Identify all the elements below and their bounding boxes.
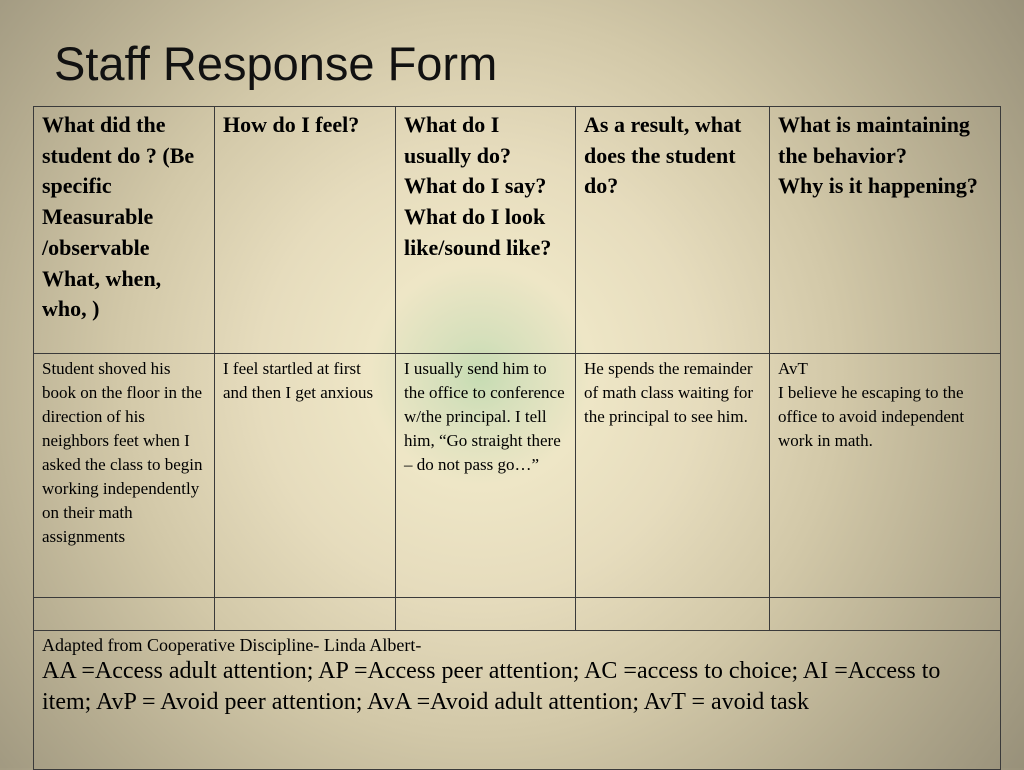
header-staff-action [396, 107, 576, 354]
slide-title: Staff Response Form [54, 37, 498, 90]
footer-source: Adapted from Cooperative Discipline- Linda Albert- [42, 635, 422, 655]
staff-response-table [33, 106, 1001, 770]
header-behavior-function [770, 107, 1001, 354]
cell-student-result [576, 354, 770, 598]
header-line: What did the student do ? (Be specific Measurable /observable What, when, who, ) [42, 112, 195, 322]
header-line: What do I look like/sound like? [404, 204, 552, 260]
cell-text: I usually send him to the office to conference w/the principal. I tell him, “Go straight there – do not pass go…” [404, 359, 565, 474]
header-student-behavior [34, 107, 215, 354]
cell-text: Student shoved his book on the floor in the direction of his neighbors feet when I asked the class to begin working independently on their math assignments [42, 359, 203, 546]
cell-student-behavior [34, 354, 215, 598]
header-line: How do I feel? [223, 112, 360, 137]
empty-row [34, 598, 1001, 631]
footer-legend: AA =Access adult attention; AP =Access peer attention; AC =access to choice; AI =Access to item; AvP = Avoid peer attention; AvA =Avoid adult attention; AvT = avoid task [42, 658, 941, 715]
header-line: Why is it happening? [778, 173, 978, 199]
cell-staff-feeling [215, 354, 396, 598]
cell-text: I believe he escaping to the office to avoid independent work in math. [778, 383, 965, 450]
header-line: What is maintaining the behavior? [778, 112, 970, 168]
empty-cell [215, 598, 396, 631]
header-student-result [576, 107, 770, 354]
header-staff-feeling [215, 107, 396, 354]
cell-staff-action [396, 354, 576, 598]
header-row [34, 107, 1001, 354]
example-row [34, 354, 1001, 598]
empty-cell [34, 598, 215, 631]
cell-behavior-function [770, 354, 1001, 598]
footer-row [34, 631, 1001, 770]
cell-text: He spends the remainder of math class waiting for the principal to see him. [584, 359, 754, 426]
header-line: What do I usually do? [404, 112, 511, 168]
empty-cell [576, 598, 770, 631]
cell-text: I feel startled at first and then I get anxious [223, 359, 374, 402]
header-line: What do I say? [404, 173, 547, 199]
cell-text: AvT [778, 359, 808, 378]
empty-cell [396, 598, 576, 631]
empty-cell [770, 598, 1001, 631]
footer-cell [34, 631, 1001, 770]
header-line: As a result, what does the student do? [584, 112, 742, 199]
